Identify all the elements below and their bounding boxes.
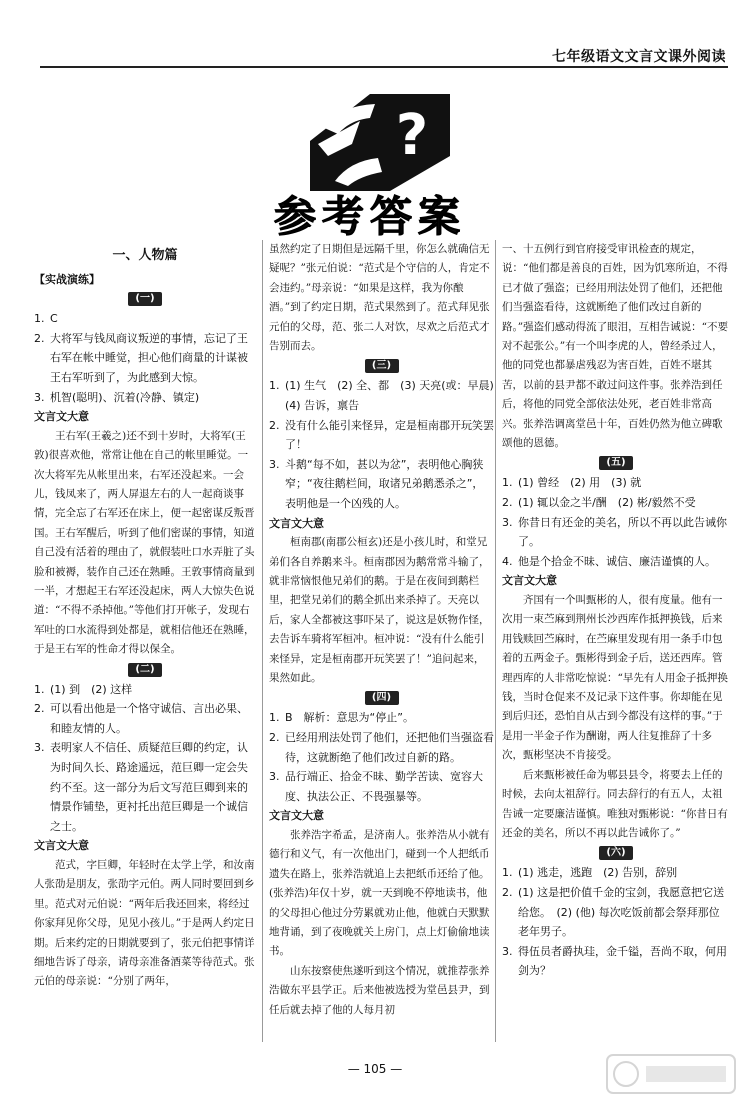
- item-text: (1) 生气 (2) 全、都 (3) 天亮(或：早晨) (4) 告诉，禀告: [285, 379, 505, 413]
- answer-item: [34, 680, 256, 700]
- item-number: 2.: [34, 702, 45, 716]
- translation-text: 一、十五例行到官府接受审讯检查的规定，说：“他们都是善良的百姓，因为饥寒所迫，不得已才做了强盗；已经用刑法处罚了他们，还把他们当强盗看待，这就断绝了他们改过自新的路。”强盗们感动得流了眼泪，互相告诫说：“不要对不起张公。”有一个叫李虎的人，曾经杀过人，他的同党也都暴虐残忍为害百姓，百姓不堪其苦，以前的县尹都不敢过问这件事。张养浩到任后，将他的同党全部依法处死，老百姓非常高兴。张养浩调离堂邑十年，百姓仍然为他立碑歌颂他的恩德。: [502, 243, 728, 450]
- item-number: 2.: [502, 885, 513, 899]
- answer-item: [34, 738, 256, 836]
- answer-item: [502, 473, 730, 493]
- item-number: 1.: [502, 476, 513, 490]
- translation-heading: 文言文大意: [34, 839, 89, 853]
- column-1: [34, 240, 256, 992]
- question-badge: (六): [599, 846, 633, 860]
- item-text: (1) 这是把价值千金的宝剑，我愿意把它送给您。 (2) (他) 每次吃饭前都会祭拜那位老年男子。: [518, 885, 725, 939]
- section-title: 一、人物篇: [112, 248, 178, 263]
- answer-list: [502, 473, 730, 571]
- item-number: 3.: [269, 457, 280, 471]
- item-text: 大将军与钱凤商议叛逆的事情，忘记了王右军在帐中睡觉，担心他们商量的计谋被王右军听到了，为此感到大惊。: [50, 331, 248, 384]
- item-number: 1.: [34, 312, 45, 326]
- item-text: (1) 曾经 (2) 用 (3) 就: [518, 476, 642, 490]
- item-text: 表明家人不信任、质疑范巨卿的约定，认为时间久长、路途遥远，范巨卿一定会失约不至。这一部分为后文写范巨卿到来的情景作铺垫，更衬托出范巨卿是一个诚信之士。: [50, 741, 248, 833]
- item-text: 没有什么能引来怪异，定是桓南郡开玩笑罢了！: [285, 418, 494, 452]
- answer-list: [269, 376, 505, 513]
- answer-list: [502, 863, 730, 981]
- item-text: 已经用刑法处罚了他们，还把他们当强盗看待，这就断绝了他们改过自新的路。: [285, 731, 494, 764]
- translation-text: 山东按察使焦遂听到这个情况，就推荐张养浩做东平县学正。后来他被选授为堂邑县尹，到任后就去掉了他的人每月初: [269, 964, 490, 1016]
- item-text: (1) 辄以金之半/酬 (2) 彬/毅然不受: [518, 496, 696, 510]
- answer-item: [34, 388, 256, 408]
- page-header: [0, 0, 750, 72]
- item-number: 4.: [502, 554, 513, 568]
- item-text: B 解析：意思为“停止”。: [285, 711, 414, 725]
- item-number: 3.: [502, 515, 513, 529]
- item-number: 2.: [269, 731, 280, 745]
- practice-label: 【实战演练】: [34, 272, 100, 286]
- item-number: 1.: [269, 711, 280, 725]
- answer-item: [269, 708, 494, 728]
- item-number: 3.: [34, 390, 45, 404]
- answer-logo-icon: [300, 86, 460, 196]
- item-text: 机智(聪明)、沉着(冷静、镇定): [50, 390, 200, 404]
- header-rule: [40, 66, 728, 68]
- item-text: (1) 到 (2) 这样: [50, 682, 133, 696]
- item-number: 2.: [269, 418, 280, 432]
- translation-text: 后来甄彬被任命为郫县县令，将要去上任的时候，去向太祖辞行。同去辞行的有五人，太祖告诫一定要廉洁谨慎。唯独对甄彬说：“你昔日有还金的美名，所以不再以此告诫你了。”: [502, 768, 728, 839]
- answer-item: [34, 309, 256, 329]
- answer-item: [269, 728, 494, 767]
- translation-heading: 文言文大意: [34, 410, 89, 424]
- translation-text: 桓南郡(南郡公桓玄)还是小孩儿时，和堂兄弟们各自养鹅来斗。桓南郡因为鹅常常斗输了，就非常恼恨他兄弟们的鹅。于是在夜间到鹅栏里，把堂兄弟们的鹅全抓出来杀掉了。天亮以后，家人全都被这事吓呆了，说这是妖物作怪，去告诉车骑将军桓冲。桓冲说：“没有什么能引来怪异，定是桓南郡开玩笑罢了！”追问起来，果然如此。: [269, 536, 490, 685]
- watermark-icon: [606, 1054, 736, 1094]
- item-number: 1.: [502, 866, 513, 880]
- question-badge: (四): [365, 691, 399, 705]
- answer-item: [502, 942, 730, 981]
- question-badge: (三): [365, 359, 399, 373]
- answer-item: [502, 863, 730, 883]
- translation-text: 王右军(王羲之)还不到十岁时，大将军(王敦)很喜欢他，常常让他在自己的帐里睡觉。一次大将军先从帐里出来，右军还没起来。一会儿，钱凤来了，两人屏退左右的人一起商谈事情，完全忘了右军还在床上，便一起密谋反叛晋国。王右军醒后，听到了他们密谋的事情，知道自己没有活着的理由了，就假装吐口水弄脏了头脸和被褥，装作自己还在熟睡。王敦事情商量到一半，才想起王右军还没起床，两人大惊失色说道：“不得不杀掉他。”等他们打开帐子，发现右军吐的口水流得到处都是，就相信他还在熟睡，于是王右军的性命才得以保全。: [34, 429, 255, 656]
- book-title: 七年级语文文言文课外阅读: [552, 49, 726, 65]
- question-badge: (一): [128, 292, 162, 306]
- item-text: 得伍员者爵执珪，金千镒，吾尚不取，何用剑为？: [518, 944, 727, 978]
- item-number: 1.: [269, 379, 280, 393]
- translation-heading: 文言文大意: [269, 809, 324, 823]
- translation-text: 齐国有一个叫甄彬的人，很有度量。他有一次用一束苎麻到荆州长沙西库作抵押换钱，后来用钱赎回苎麻时，在苎麻里发现有用一条手巾包着的五两金子。甄彬得到金子后，送还西库。管理西库的人非常吃惊说：“早先有人用金子抵押换钱，当时仓促来不及记录下这件事。你却能在见到后归还，恐怕自从古到今都没有这样的事。”于是用一半金子作为酬谢，两人往复推辞了十多次，甄彬坚决不肯接受。: [502, 594, 728, 762]
- item-number: 3.: [34, 741, 45, 755]
- item-text: 品行端正、拾金不昧、勤学苦读、宽容大度、执法公正、不畏强暴等。: [285, 770, 483, 803]
- answer-item: [269, 455, 494, 514]
- page-title: 参考答案: [273, 192, 466, 241]
- answer-item: [502, 883, 730, 942]
- item-text: 可以看出他是一个恪守诚信、言出必果、和睦友情的人。: [50, 702, 248, 735]
- translation-heading: 文言文大意: [502, 574, 557, 588]
- item-text: 你昔日有还金的美名，所以不再以此告诫你了。: [518, 515, 727, 549]
- answer-item: [269, 376, 505, 415]
- answer-list: [34, 680, 256, 837]
- answer-item: [34, 699, 256, 738]
- answer-item: [269, 767, 494, 806]
- svg-text:?: ?: [395, 103, 429, 168]
- question-badge: (二): [128, 663, 162, 677]
- item-text: 他是个拾金不昧、诚信、廉洁谨慎的人。: [518, 554, 716, 568]
- item-text: C: [50, 312, 58, 326]
- answer-item: [34, 329, 256, 388]
- page-number: — 105 —: [347, 1062, 403, 1076]
- answer-item: [502, 552, 730, 572]
- answer-list: [269, 708, 494, 806]
- item-number: 1.: [34, 682, 45, 696]
- translation-text: 范式，字巨卿，年轻时在太学上学，和汝南人张劭是朋友，张劭字元伯。两人同时要回到乡里。范式对元伯说：“两年后我还回来，将经过你家拜见你父母，见见小孩儿。”于是两人约定日期。后来约定的日期就要到了，张元伯把事情详细地告诉了母亲，请母亲准备酒菜等待范式。张元伯的母亲说：“分别了两年，: [34, 858, 255, 988]
- answer-list: [34, 309, 256, 407]
- translation-text: 虽然约定了日期但是远隔千里，你怎么就确信无疑呢？”张元伯说：“范式是个守信的人，肯定不会违约。”母亲说：“如果是这样，我为你酿酒。”到了约定日期，范式果然到了。范式拜见张元伯的父母，范、张二人对饮，尽欢之后范式才告别而去。: [269, 243, 490, 353]
- translation-heading: 文言文大意: [269, 516, 324, 530]
- column-2: [262, 240, 505, 1042]
- answer-item: [269, 416, 494, 455]
- item-text: (1) 逃走，逃跑 (2) 告别，辞别: [518, 866, 678, 880]
- item-text: 斗鹅“每不如，甚以为忿”，表明他心胸狭窄；“夜往鹅栏间，取诸兄弟鹅悉杀之”，表明他是一个凶残的人。: [285, 457, 484, 510]
- question-badge: (五): [599, 456, 633, 470]
- translation-text: 张养浩字希孟，是济南人。张养浩从小就有德行和义气，有一次他出门，碰到一个人把纸币遗失在路上，张养浩就追上去把纸币还给了他。(张养浩)年仅十岁，就一天到晚不停地读书，他的父母担心他过分劳累就劝止他，他就白天默默地背诵，到了夜晚就关上房门，点上灯偷偷地读书。: [269, 829, 490, 958]
- answer-item: [502, 513, 730, 552]
- item-number: 2.: [502, 496, 513, 510]
- column-3: [495, 240, 730, 1042]
- item-number: 2.: [34, 331, 45, 345]
- item-number: 3.: [269, 770, 280, 784]
- item-number: 3.: [502, 944, 513, 958]
- answer-item: [502, 493, 730, 513]
